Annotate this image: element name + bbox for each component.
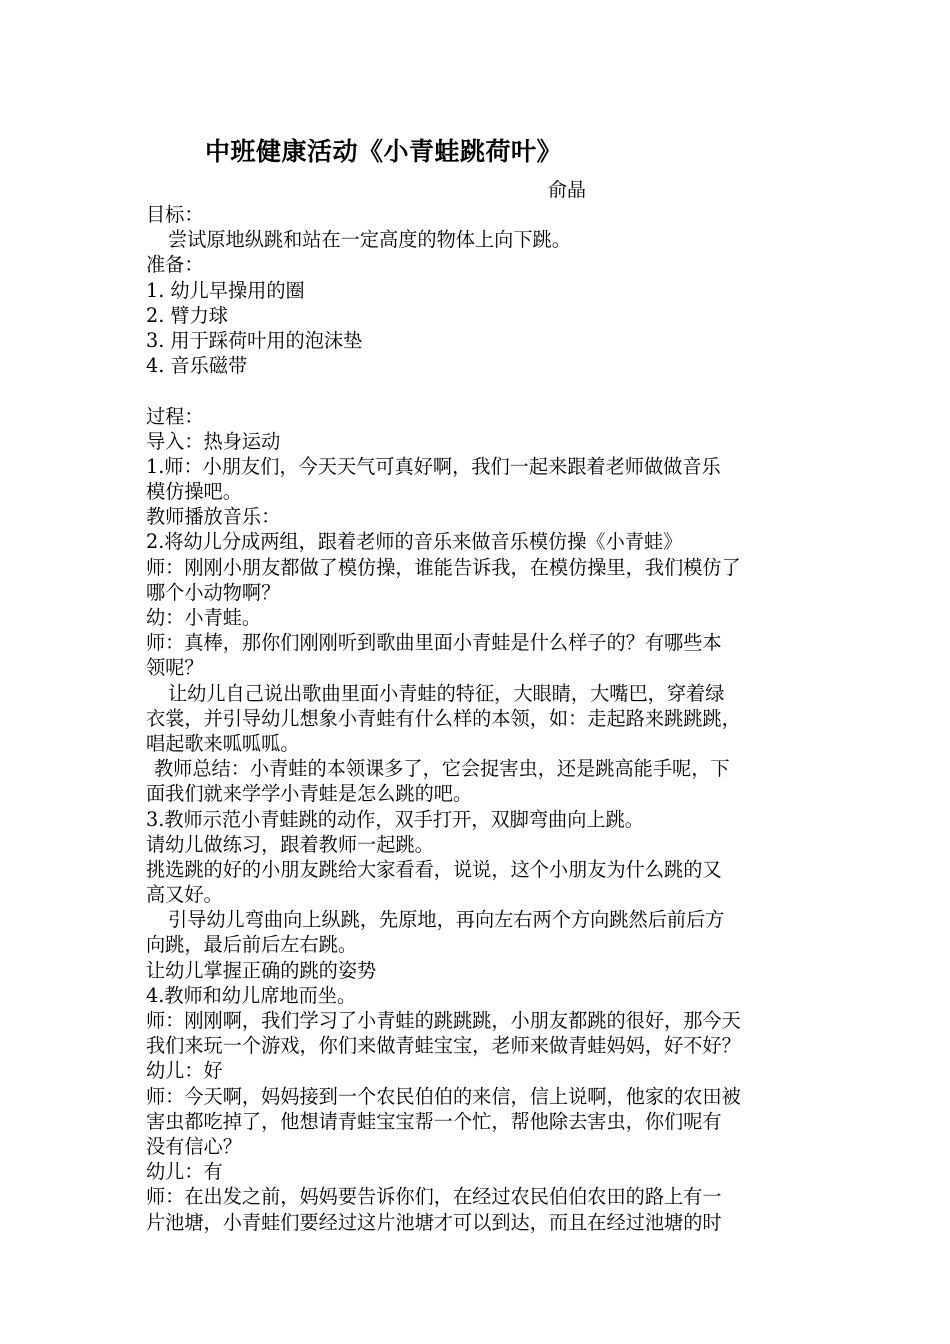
text-line: 2.将幼儿分成两组，跟着老师的音乐来做音乐模仿操《小青蛙》 [146, 530, 683, 554]
text-line: 面我们就来学学小青蛙是怎么跳的吧。 [146, 782, 473, 806]
text-line: 向跳，最后前后左右跳。 [146, 933, 358, 957]
text-line: 衣裳，并引导幼儿想象小青蛙有什么样的本领，如：走起路来跳跳跳， [146, 706, 741, 730]
text-line: 让幼儿自己说出歌曲里面小青蛙的特征，大眼睛，大嘴巴，穿着绿 [168, 681, 725, 705]
text-line: 教师播放音乐： [146, 505, 281, 529]
text-line: 师：今天啊，妈妈接到一个农民伯伯的来信，信上说啊，他家的农田被 [146, 1084, 741, 1108]
text-line: 幼儿：有 [146, 1160, 223, 1184]
text-line: 师：刚刚小朋友都做了模仿操，谁能告诉我，在模仿操里，我们模仿了 [146, 555, 741, 579]
text-line: 没有信心？ [146, 1134, 242, 1158]
text-line: 过程： [146, 404, 204, 428]
text-line: 目标： [146, 203, 204, 226]
text-line: 高又好。 [146, 883, 223, 907]
text-line: 师：在出发之前，妈妈要告诉你们，在经过农民伯伯农田的路上有一 [146, 1185, 722, 1209]
blank-line [146, 378, 836, 403]
text-line: 4. 音乐磁带 [146, 354, 248, 378]
text-line: 1. 幼儿早操用的圈 [146, 278, 305, 302]
text-line: 4.教师和幼儿席地而坐。 [146, 983, 357, 1007]
text-line: 导入：热身运动 [146, 429, 281, 453]
document-title: 中班健康活动《小青蛙跳荷叶》 [205, 137, 563, 166]
text-line: 让幼儿掌握正确的跳的姿势 [146, 958, 377, 982]
text-line: 害虫都吃掉了，他想请青蛙宝宝帮一个忙，帮他除去害虫，你们呢有 [146, 1109, 722, 1133]
text-line: 请幼儿做练习，跟着教师一起跳。 [146, 832, 434, 856]
text-line: 师：真棒，那你们刚刚听到歌曲里面小青蛙是什么样子的？有哪些本 [146, 631, 722, 655]
text-line: 引导幼儿弯曲向上纵跳，先原地，再向左右两个方向跳然后前后方 [168, 908, 725, 932]
text-line: 幼儿：好 [146, 1059, 223, 1083]
text-line: 哪个小动物啊？ [146, 580, 281, 604]
text-line: 准备： [146, 253, 204, 277]
text-line: 3.教师示范小青蛙跳的动作，双手打开，双脚弯曲向上跳。 [146, 807, 644, 831]
text-line: 2. 臂力球 [146, 303, 228, 327]
text-line: 教师总结：小青蛙的本领课多了，它会捉害虫，还是跳高能手呢，下 [154, 757, 730, 781]
text-line: 模仿操吧。 [146, 480, 242, 504]
text-line: 1.师：小朋友们，今天天气可真好啊，我们一起来跟着老师做做音乐 [146, 454, 721, 478]
document-author: 俞晶 [548, 179, 587, 201]
text-line: 幼：小青蛙。 [146, 606, 262, 629]
text-line: 尝试原地纵跳和站在一定高度的物体上向下跳。 [168, 228, 571, 252]
text-line: 挑选跳的好的小朋友跳给大家看看，说说，这个小朋友为什么跳的又 [146, 857, 722, 881]
text-line: 师：刚刚啊，我们学习了小青蛙的跳跳跳，小朋友都跳的很好，那今天 [146, 1009, 741, 1032]
text-line: 唱起歌来呱呱呱。 [146, 731, 300, 755]
text-line: 片池塘，小青蛙们要经过这片池塘才可以到达，而且在经过池塘的时 [146, 1210, 722, 1234]
document-body [146, 202, 836, 1235]
text-line: 我们来玩一个游戏，你们来做青蛙宝宝，老师来做青蛙妈妈，好不好？ [146, 1034, 741, 1058]
text-line: 领呢？ [146, 656, 204, 680]
text-line: 3. 用于踩荷叶用的泡沫垫 [146, 328, 363, 352]
